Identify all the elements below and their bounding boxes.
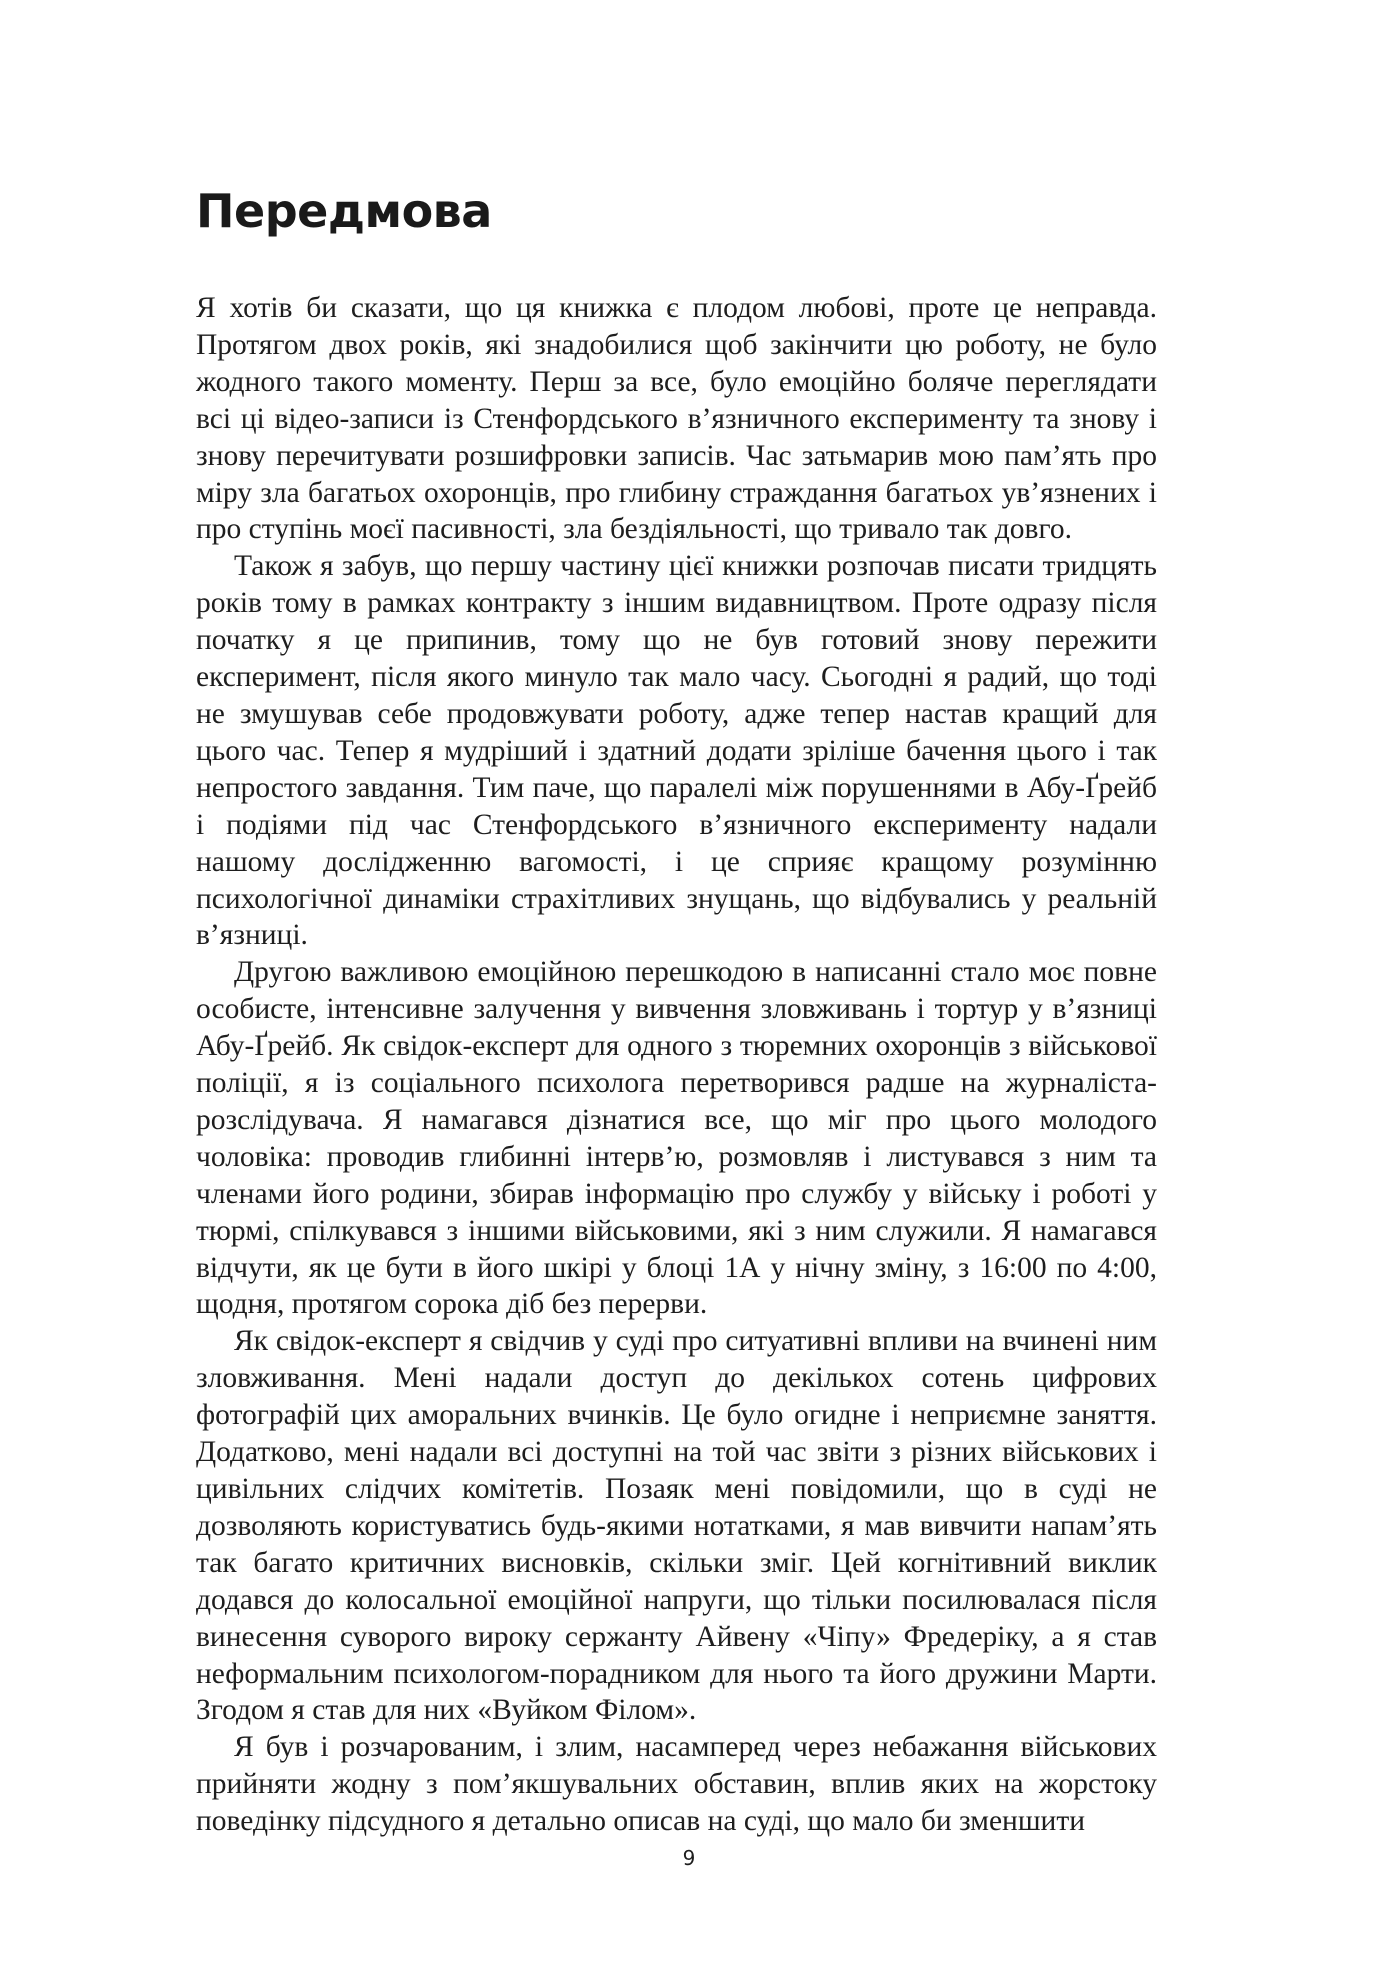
- page-title: Передмова: [196, 184, 492, 238]
- paragraph-2: Також я забув, що першу частину цієї книжки розпочав писати тридцять років тому в рамках контракту з іншим видавництвом. Проте одразу після початку я це припинив, тому що не був готовий знову пережити експеримент, після якого минуло так мало часу. Сьогодні я радий, що тоді не змушував себе продовжувати роботу, адже тепер настав кращий для цього час. Тепер я мудріший і здатний додати зріліше бачення цього і так непростого завдання. Тим паче, що паралелі між порушеннями в Абу-Ґрейб і подіями під час Стенфордського в’язничного експерименту надали нашому дослідженню вагомості, і це сприяє кращому розумінню психологічної динаміки страхітливих знущань, що відбувались у реальній в’язниці.: [196, 550, 1157, 952]
- paragraph-3: Другою важливою емоційною перешкодою в написанні стало моє повне особисте, інтенсивне залучення у вивчення зловживань і тортур у в’язниці Абу-Ґрейб. Як свідок-експерт для одного з тюремних охоронців з військової поліції, я із соціального психолога перетворився радше на журналіста-розслідувача. Я намагався дізнатися все, що міг про цього молодого чоловіка: проводив глибинні інтерв’ю, розмовляв і листувався з ним та членами його родини, збирав інформацію про службу у війську і роботі у тюрмі, спілкувався з іншими військовими, які з ним служили. Я намагався відчути, як це бути в його шкірі у блоці 1А у нічну зміну, з 16:00 по 4:00, щодня, протягом сорока діб без перерви.: [196, 956, 1157, 1321]
- body-text: [196, 290, 1157, 1840]
- paragraph-1: Я хотів би сказати, що ця книжка є плодом любові, проте це неправда. Протягом двох років, які знадобилися щоб закінчити цю роботу, не було жодного такого моменту. Перш за все, було емоційно боляче переглядати всі ці відео-записи із Стенфордського в’язничного експерименту та знову і знову перечитувати розшифровки записів. Час затьмарив мою пам’ять про міру зла багатьох охоронців, про глибину страждання багатьох ув’язнених і про ступінь моєї пасивності, зла бездіяльності, що тривало так довго.: [196, 292, 1157, 546]
- page-number: 9: [682, 1846, 696, 1870]
- paragraph-4: Як свідок-експерт я свідчив у суді про ситуативні впливи на вчинені ним зловживання. Мені надали доступ до декількох сотень цифрових фотографій цих аморальних вчинків. Це було огидне і неприємне заняття. Додатково, мені надали всі доступні на той час звіти з різних військових і цивільних слідчих комітетів. Позаяк мені повідомили, що в суді не дозволяють користуватись будь-якими нотатками, я мав вивчити напам’ять так багато критичних висновків, скільки зміг. Цей когнітивний виклик додався до колосальної емоційної напруги, що тільки посилювалася після винесення суворого вироку сержанту Айвену «Чіпу» Фредеріку, а я став неформальним психологом-порадником для нього та його дружини Марти. Згодом я став для них «Вуйком Філом».: [196, 1325, 1157, 1727]
- paragraph-5: Я був і розчарованим, і злим, насамперед через небажання військових прийняти жодну з пом’якшувальних обставин, вплив яких на жорстоку поведінку підсудного я детально описав на суді, що мало би зменшити: [196, 1731, 1157, 1838]
